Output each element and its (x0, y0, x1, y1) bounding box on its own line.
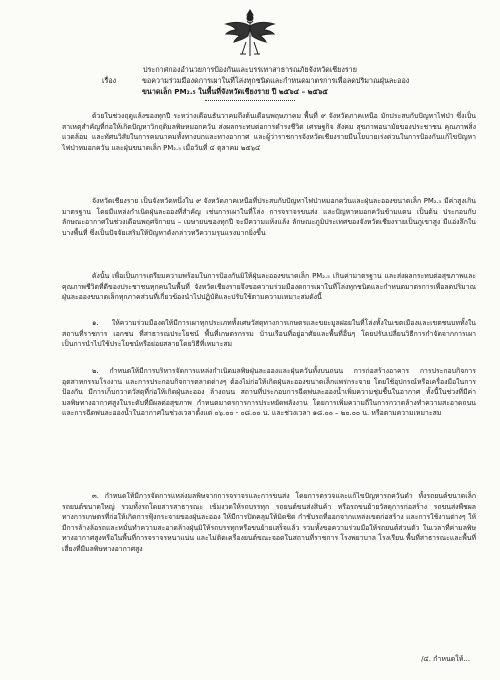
subject-line-2: ขนาดเล็ก PM₂.₅ ในพื้นที่จังหวัดเชียงราย ปี ๒๕๖๔ – ๒๕๖๕ (142, 86, 328, 96)
paragraph-6: ๓. กำหนดให้มีการจัดการแหล่งมลพิษจากการจราจรและการขนส่ง โดยการตรวจและแก้ไขปัญหารถควันดำ ทั้งรถยนต์ขนาดเล็ก รถยนต์ขนาดใหญ่ รวมทั้งรถโดยสารสาธารณะ เข้มงวดให้รถบรรทุก รถยนต์ขนส่งสินค้า หรือรถขนย้ายวัสดุการก่อสร้าง รถขนส่งพืชผลทางการเกษตรที่ก่อให้เกิดการฟุ้งกระจายของฝุ่นละออง ให้มีการปิดคลุมให้มิดชิด กำชับรถที่ออกจากแหล่งเขตก่อสร้าง และการใช้งานต่างๆ ให้มีการล้างล้อรถและหมั่นทำความสะอาดล้างฝุ่นมิให้รถบรรทุกหรือขนย้ายเสร็จแล้ว รวมทั้งขอความร่วมมือให้รถยนต์ส่วนตัว ในเวลาที่ค่ามลพิษทางอากาศสูงหรือในพื้นที่การจราจรหนาแน่น และไม่ติดเครื่องยนต์ขณะจอดในสถานที่ราชการ โรงพยาบาล โรงเรียน พื้นที่สาธารณะและพื้นที่เสี่ยงที่มีมลพิษทางอากาศสูง (62, 492, 476, 553)
subject-block (62, 76, 462, 97)
paragraph-1: ด้วยในช่วงฤดูแล้งของทุกปี ระหว่างเดือนธันวาคมถึงต้นเดือนพฤษภาคม พื้นที่ ๙ จังหวัดภาคเหนือ มักประสบกับปัญหาไฟป่า ซึ่งเป็นสาเหตุสำคัญที่ก่อให้เกิดปัญหาวิกฤติมลพิษหมอกควัน ส่งผลกระทบต่อการดำรงชีวิต เศรษฐกิจ สังคม สุขภาพอนามัยของประชาชน คุณภาพสิ่งแวดล้อม และทัศนวิสัยในการคมนาคมทั้งทางบกและทางอากาศ และผู้ว่าราชการจังหวัดเชียงรายมีนโยบายเร่งด่วนในการป้องกันแก้ไขปัญหาไฟป่าหมอกควัน และฝุ่นขนาดเล็ก PM₂.₅ เมื่อวันที่ ๔ ตุลาคม ๒๕๖๔ (62, 112, 476, 152)
continuation-note: /๔. กำหนดให้... (421, 655, 470, 663)
paragraph-5: ๒. กำหนดให้มีการบริหารจัดการแหล่งกำเนิดมลพิษฝุ่นละอองและฝุ่นควันทั้งบนถนน การก่อสร้างอาคาร การประกอบกิจการอุตสาหกรรมโรงงาน และการประกอบกิจการตลาดต่างๆ ต้องไม่ก่อให้เกิดฝุ่นละอองขนาดเล็กแพร่กระจาย โดยใช้อุปกรณ์หรือเครื่องมือในการป้องกัน มีการเก็บกวาดวัสดุที่ก่อให้เกิดฝุ่นละออง ล้างถนน สถานที่ประกอบการฉีดพ่นละอองน้ำเพิ่มความชุ่มชื้นในอากาศ ทั้งนี้ในช่วงที่มีค่ามลพิษทางอากาศสูงในระดับที่มีผลต่อสุขภาพ กำหนดมาตรการการประหยัดพลังงาน โดยการเพิ่มความถี่ในการกวาดล้างทำความสะอาดถนนและการฉีดพ่นละอองน้ำในอากาศในช่วงเวลาตั้งแต่ ๐๖.๐๐ - ๐๘.๐๐ น. และช่วงเวลา ๑๘.๐๐ – ๒๐.๐๐ น. หรือตามความเหมาะสม (62, 367, 476, 418)
subject-label: เรื่อง (102, 76, 117, 85)
subject-line-1: ขอความร่วมมืองดการเผาในที่โล่งทุกชนิดและกำหนดมาตรการเพื่อลดปริมาณฝุ่นละออง (142, 76, 410, 85)
paragraph-3: ดังนั้น เพื่อเป็นการเตรียมความพร้อมในการป้องกันมิให้ฝุ่นละอองขนาดเล็ก PM₂.₅ เกินค่ามาตรฐาน และส่งผลกระทบต่อสุขภาพและคุณภาพชีวิตที่ดีของประชาชนทุกคนในพื้นที่ จังหวัดเชียงรายจึงขอความร่วมมืองดการเผาในที่โล่งทุกชนิดและกำหนดมาตรการเพื่อลดปริมาณฝุ่นละอองขนาดเล็กทุกภาคส่วนที่เกี่ยวข้องนำไปปฏิบัติและปรับใช้ตามความเหมาะสมดังนี้ (62, 272, 476, 302)
paragraph-2: จังหวัดเชียงราย เป็นจังหวัดหนึ่งใน ๙ จังหวัดภาคเหนือที่ประสบกับปัญหาไฟป่าหมอกควันและฝุ่นละอองขนาดเล็ก PM₂.₅ มีค่าสูงเกินมาตรฐาน โดยมีแหล่งกำเนิดฝุ่นละอองที่สำคัญ เช่นการเผาในที่โล่ง การจราจรขนส่ง และปัญหาหมอกควันข้ามแดน เป็นต้น ประกอบกับลักษณะอากาศในช่วงเดือนพฤศจิกายน – เมษายนของทุกปี จะมีความแห้งแล้ง ลักษณะภูมิประเทศของจังหวัดเชียงรายเป็นภูเขาสูง มีแอ่งลึกในบางพื้นที่ ซึ่งเป็นปัจจัยเสริมให้ปัญหาดังกล่าวทวีความรุนแรงมากยิ่งขึ้น (62, 197, 476, 237)
garuda-emblem-icon (222, 4, 278, 60)
paragraph-4: ๑. ให้ความร่วมมืองดให้มีการเผาทุกประเภททั้งเศษวัสดุทางการเกษตรและขยะมูลฝอยในที่โล่งทั้งในเขตเมืองและเขตชนบททั้งในสถานที่ราชการ เอกชน ที่สาธารณประโยชน์ พื้นที่เกษตรกรรม บ้านเรือนที่อยู่อาศัยและพื้นที่อื่นๆ โดยปรับเปลี่ยนวิธีการกำจัดจากการเผาเป็นการนำไปใช้ประโยชน์หรือย่อยสลายโดยวิธีที่เหมาะสม (62, 319, 476, 349)
divider (205, 100, 295, 101)
document-title: ประกาศกองอำนวยการป้องกันและบรรเทาสาธารณภัยจังหวัดเชียงราย (143, 65, 357, 74)
